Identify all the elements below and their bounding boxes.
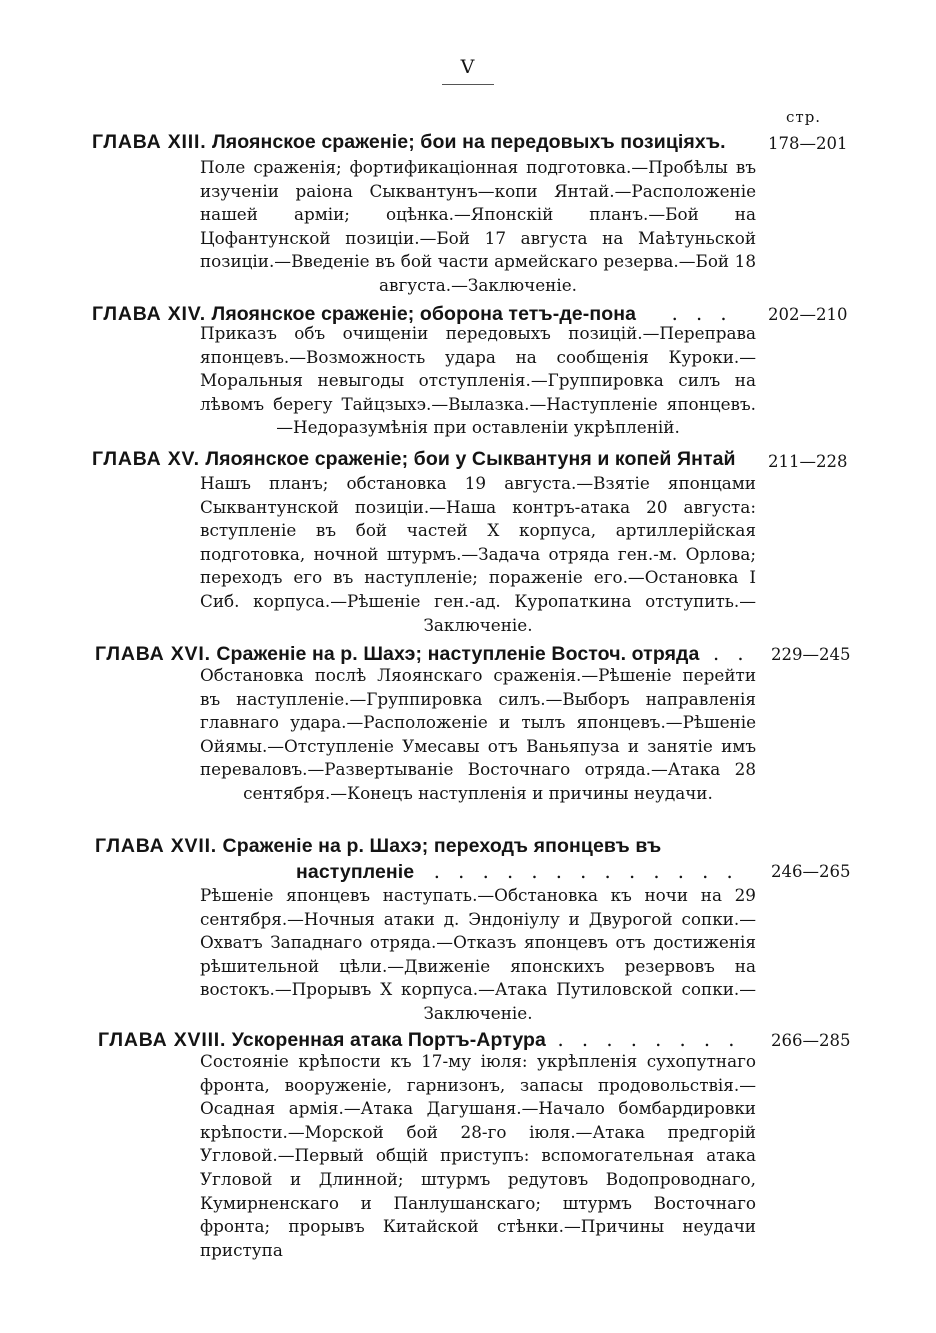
chapter-label: ГЛАВА XVI. [95, 643, 211, 665]
page-range: 266—285 [771, 1031, 851, 1050]
chapter-summary: Приказъ объ очищеніи передовыхъ позицій.—Переправа японцевъ.—Возможность удара на сообщенія Куроки.—Моральныя невыгоды отступленія.—Группировка силъ на лѣвомъ берегу Тайцзыхэ.—Вылазка.—Наступленіе японцевъ.—Недоразумѣнія при оставленіи укрѣпленій. [200, 323, 756, 438]
chapter-heading-continuation [296, 860, 739, 884]
chapter-summary: Обстановка послѣ Ляоянскаго сраженія.—Рѣшеніе перейти въ наступленіе.—Группировка силъ.—Выборъ направленія главнаго удара.—Расположеніе и тылъ японцевъ.—Рѣшеніе Ойямы.—Отступленіе Умесавы отъ Ваньяпуза и занятіе имъ переваловъ.—Развертываніе Восточнаго отряда.—Атака 28 сентября.—Конецъ наступленія и причины неудачи. [200, 665, 756, 803]
leader-dots: . . . . . . . . . . . . . [433, 860, 739, 883]
chapter-heading [98, 1028, 741, 1052]
chapter-title: Ускоренная атака Портъ-Артура [231, 1029, 546, 1051]
chapter-label: ГЛАВА XV. [92, 448, 200, 470]
chapter-label: ГЛАВА XVIII. [98, 1029, 227, 1051]
chapter-heading [95, 835, 661, 858]
leader-dots: . . . [671, 302, 733, 325]
chapter-heading [92, 448, 736, 471]
chapter-heading [92, 131, 726, 154]
chapter-label: ГЛАВА XVII. [95, 835, 218, 857]
chapter-label: ГЛАВА XIII. [92, 131, 207, 153]
page-number: V [460, 56, 476, 78]
page-range: 211—228 [768, 452, 848, 471]
chapter-title: Ляоянское сраженіе; бои у Сыквантуня и копей Янтай [205, 448, 736, 470]
page-number-rule [442, 84, 494, 85]
chapter-title: Сраженіе на р. Шахэ; переходъ японцевъ въ [222, 835, 662, 857]
chapter-summary: Поле сраженія; фортификаціонная подготовка.—Пробѣлы въ изученіи раіона Сыквантунъ—копи Янтай.—Расположеніе нашей арміи; оцѣнка.—Японскій планъ.—Бой на Цофантунской позиціи.—Бой 17 августа на Маѣтуньской позиціи.—Введеніе въ бой части армейскаго резерва.—Бой 18 августа.—Заключеніе. [200, 157, 756, 295]
chapter-title: Сраженіе на р. Шахэ; наступленіе Восточ. отряда [216, 643, 700, 665]
pages-column-header: стр. [786, 108, 822, 126]
leader-dots: . . . . . . . . [557, 1028, 741, 1051]
page-range: 178—201 [768, 134, 848, 153]
chapter-title-continuation: наступленіе [296, 861, 415, 883]
chapter-summary: Состояніе крѣпости къ 17-му іюля: укрѣпленія сухопутнаго фронта, вооруженіе, гарнизонъ, запасы продовольствія.—Осадная армія.—Атака Дагушаня.—Начало бомбардировки крѣпости.—Морской бой 28-го іюля.—Атака предгорій Угловой.—Первый общій приступъ: вспомогательная атака Угловой и Длинной; штурмъ редутовъ Водопроводнаго, Кумирненскаго и Панлушанскаго; штурмъ Восточнаго фронта; прорывъ Китайской стѣнки.—Причины неудачи приступа [200, 1051, 756, 1260]
leader-dots: . . [713, 642, 750, 665]
page-range: 246—265 [771, 862, 851, 881]
page-range: 229—245 [771, 645, 851, 664]
chapter-title: Ляоянское сраженіе; бои на передовыхъ позиціяхъ. [211, 131, 726, 153]
chapter-summary: Рѣшеніе японцевъ наступать.—Обстановка къ ночи на 29 сентября.—Ночныя атаки д. Эндоніулу и Двурогой сопки.—Охватъ Западнаго отряда.—Отказъ японцевъ отъ достиженія рѣшительной цѣли.—Движеніе японскихъ резервовъ на востокъ.—Прорывъ X корпуса.—Атака Путиловской сопки.—Заключеніе. [200, 885, 756, 1023]
chapter-heading [95, 642, 750, 666]
chapter-summary: Нашъ планъ; обстановка 19 августа.—Взятіе японцами Сыквантунской позиціи.—Наша контръ-атака 20 августа: вступленіе въ бой частей X корпуса, артиллерійская подготовка, ночной штурмъ.—Задача отряда ген.-м. Орлова; переходъ его въ наступленіе; пораженіе его.—Остановка I Сиб. корпуса.—Рѣшеніе ген.-ад. Куропаткина отступить.—Заключеніе. [200, 473, 756, 635]
page-range: 202—210 [768, 305, 848, 324]
chapter-label: ГЛАВА XIV. [92, 303, 207, 325]
chapter-title: Ляоянское сраженіе; оборона тетъ-де-пона [211, 303, 637, 325]
